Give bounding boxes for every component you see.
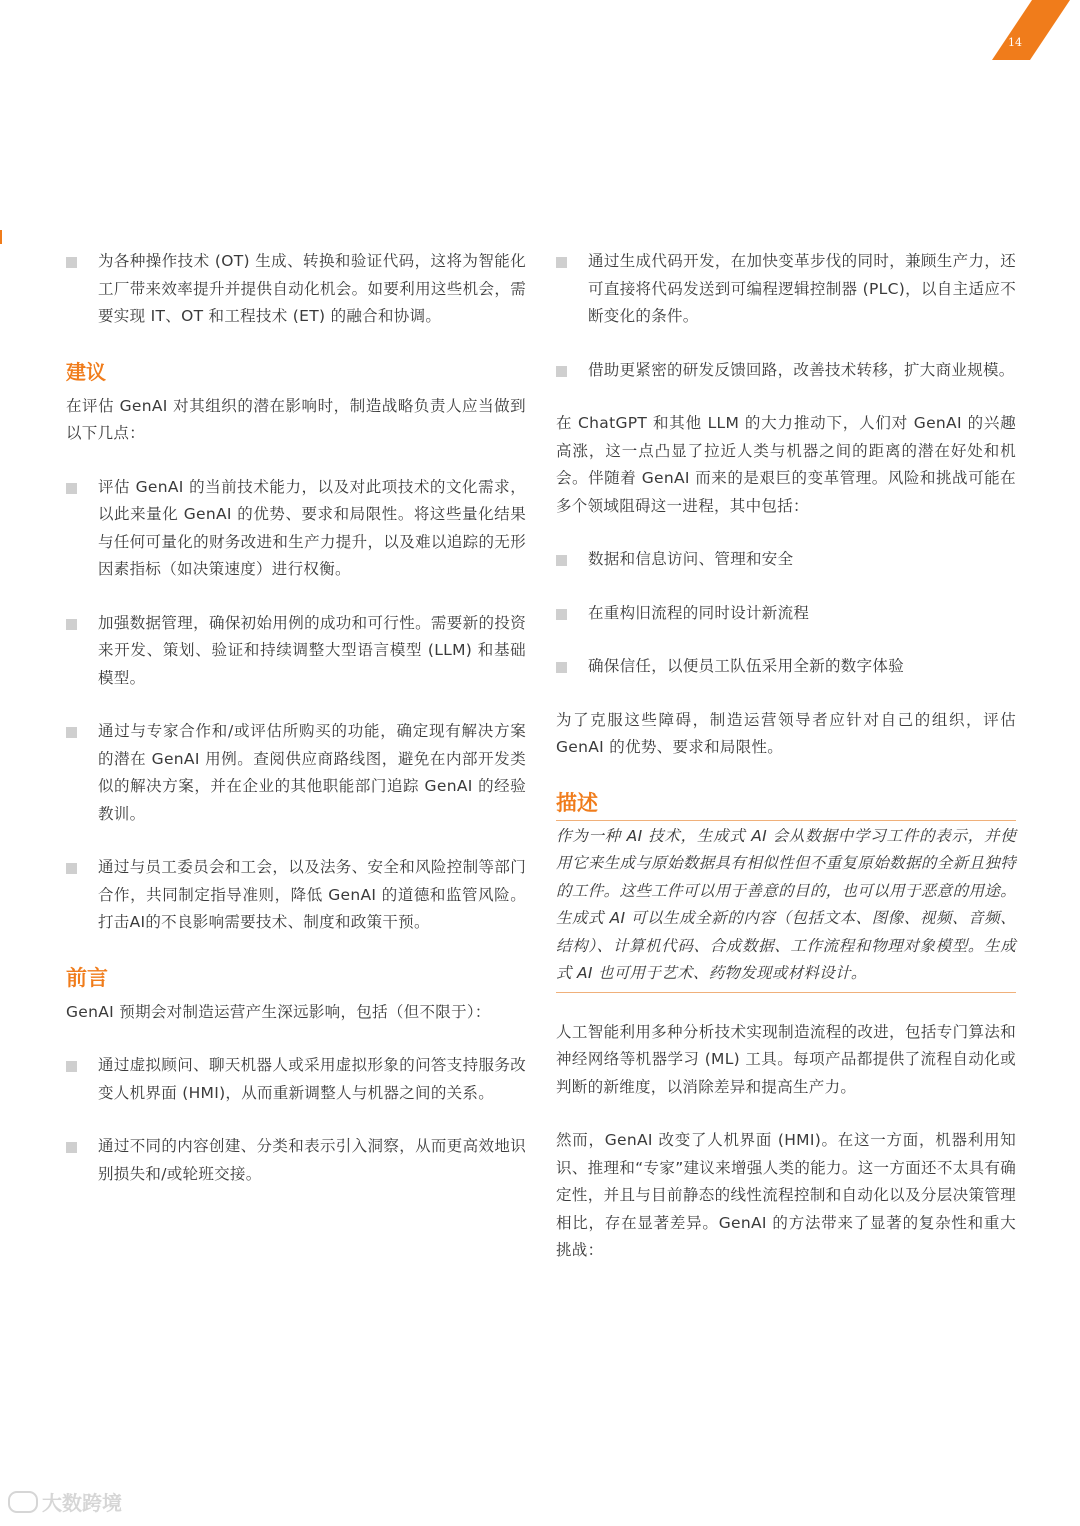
list-item-text: 确保信任，以便员工队伍采用全新的数字体验 [588, 657, 905, 675]
bullet-square-icon [66, 619, 77, 630]
list-item [556, 653, 1016, 681]
recommendations-intro: 在评估 GenAI 对其组织的潜在影响时，制造战略负责人应当做到以下几点： [66, 396, 526, 442]
divider [556, 820, 1016, 821]
list-item [66, 610, 526, 693]
description-text: 作为一种 AI 技术，生成式 AI 会从数据中学习工件的表示，并使用它来生成与原始数据具有相似性但不重复原始数据的全新且独特的工件。这些工件可以用于善意的目的，也可以用于恶意的用途。生成式 AI 可以生成全新的内容（包括文本、图像、视频、音频、结构）、计算机代码、合成数据、工作流程和物理对象模型。生成式 AI 也可用于艺术、药物发现或材料设计。 [556, 826, 1016, 982]
right-column [556, 248, 1016, 1291]
page-number: 14 [1008, 36, 1022, 49]
bullet-square-icon [66, 1142, 77, 1153]
list-item [556, 357, 1016, 385]
list-item-text: 通过与专家合作和/或评估所购买的功能，确定现有解决方案的潜在 GenAI 用例。查阅供应商路线图，避免在内部开发类似的解决方案，并在企业的其他职能部门追踪 GenAI 的经验教训。 [98, 722, 526, 823]
bullet-square-icon [556, 609, 567, 620]
foreword-intro: GenAI 预期会对制造运营产生深远影响，包括（但不限于）： [66, 1002, 491, 1021]
list-item-text: 为各种操作技术 (OT) 生成、转换和验证代码，这将为智能化工厂带来效率提升并提供自动化机会。如要利用这些机会，需要实现 IT、OT 和工程技术 (ET) 的融合和协调。 [98, 252, 526, 325]
list-item [66, 474, 526, 584]
list-item-text: 在重构旧流程的同时设计新流程 [588, 603, 810, 622]
list-item-text: 通过不同的内容创建、分类和表示引入洞察，从而更高效地识别损失和/或轮班交接。 [98, 1137, 526, 1183]
body-paragraph: 在 ChatGPT 和其他 LLM 的大力推动下，人们对 GenAI 的兴趣高涨，这一点凸显了拉近人类与机器之间的距离的潜在好处和机会。伴随着 GenAI 而来的是艰巨的变革管理。风险和挑战可能在多个领域阻碍这一进程，其中包括： [556, 414, 1016, 515]
left-edge-marker [0, 230, 2, 244]
list-item-text: 加强数据管理，确保初始用例的成功和可行性。需要新的投资来开发、策划、验证和持续调整大型语言模型 (LLM) 和基础模型。 [98, 613, 526, 687]
logo-icon [8, 1491, 38, 1513]
list-item [66, 1052, 526, 1107]
bullet-square-icon [66, 483, 77, 494]
list-item-text: 通过生成代码开发，在加快变革步伐的同时，兼顾生产力，还可直接将代码发送到可编程逻辑控制器 (PLC)，以自主适应不断变化的条件。 [588, 252, 1016, 325]
description-box [556, 788, 1016, 993]
body-paragraph: 为了克服这些障碍，制造运营领导者应针对自己的组织，评估 GenAI 的优势、要求和局限性。 [556, 710, 1016, 756]
bullet-square-icon [66, 257, 77, 268]
bullet-square-icon [66, 727, 77, 738]
list-item [66, 854, 526, 937]
list-item [556, 248, 1016, 331]
bullet-square-icon [556, 257, 567, 268]
list-item [66, 1133, 526, 1188]
section-heading-recommendations: 建议 [66, 359, 106, 384]
list-item [556, 546, 1016, 574]
list-item-text: 数据和信息访问、管理和安全 [588, 550, 794, 568]
body-paragraph: 人工智能利用多种分析技术实现制造流程的改进，包括专门算法和神经网络等机器学习 (ML) 工具。每项产品都提供了流程自动化或判断的新维度，以消除差异和提高生产力。 [556, 1022, 1016, 1096]
bullet-square-icon [556, 662, 567, 673]
list-item-text: 借助更紧密的研发反馈回路，改善技术转移，扩大商业规模。 [588, 360, 1015, 379]
bullet-square-icon [66, 863, 77, 874]
page-tab [992, 0, 1070, 60]
body-paragraph: 然而，GenAI 改变了人机界面 (HMI)。在这一方面，机器利用知识、推理和“专家”建议来增强人类的能力。这一方面还不太具有确定性，并且与目前静态的线性流程控制和自动化以及分层决策管理相比，存在显著差异。GenAI 的方法带来了显著的复杂性和重大挑战： [556, 1131, 1016, 1259]
list-item [556, 600, 1016, 628]
list-item-text: 通过虚拟顾问、聊天机器人或采用虚拟形象的问答支持服务改变人机界面 (HMI)，从而重新调整人与机器之间的关系。 [98, 1056, 526, 1102]
bullet-square-icon [556, 555, 567, 566]
section-heading-description: 描述 [556, 790, 598, 815]
list-item [66, 248, 526, 331]
bullet-square-icon [66, 1061, 77, 1072]
bullet-square-icon [556, 366, 567, 377]
list-item-text: 评估 GenAI 的当前技术能力，以及对此项技术的文化需求，以此来量化 GenAI 的优势、要求和局限性。将这些量化结果与任何可量化的财务改进和生产力提升，以及难以追踪的无形因素指标（如决策速度）进行权衡。 [98, 477, 526, 578]
watermark-text: 大数跨境 [42, 1491, 122, 1515]
page-tab-shape [992, 0, 1070, 60]
left-column [66, 248, 526, 1214]
watermark [8, 1487, 122, 1516]
section-heading-foreword: 前言 [66, 965, 108, 990]
list-item-text: 通过与员工委员会和工会，以及法务、安全和风险控制等部门合作，共同制定指导准则，降低 GenAI 的道德和监管风险。打击AI的不良影响需要技术、制度和政策干预。 [98, 858, 526, 931]
list-item [66, 718, 526, 828]
